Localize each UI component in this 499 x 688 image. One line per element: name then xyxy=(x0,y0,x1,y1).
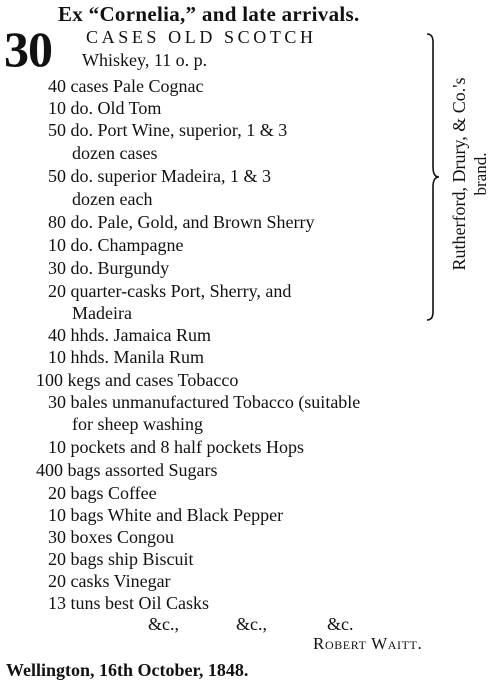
item-line: 40 hhds. Jamaica Rum xyxy=(48,325,211,345)
brand-line-1: Rutherford, Drury, & Co.'s xyxy=(449,77,469,271)
item-line: 50 do. superior Madeira, 1 & 3 xyxy=(48,166,271,186)
etc-3: &c. xyxy=(327,614,354,634)
lead-line-2: Whiskey, 11 o. p. xyxy=(82,50,208,70)
item-line: 10 pockets and 8 half pockets Hops xyxy=(48,437,304,457)
lead-quantity: 30 xyxy=(4,21,52,77)
brand-line-2: brand. xyxy=(471,152,490,196)
item-line: 30 boxes Congou xyxy=(48,527,174,547)
etc-2: &c., xyxy=(236,614,267,634)
item-line: 20 bags Coffee xyxy=(48,483,157,503)
item-line: 30 bales unmanufactured Tobacco (suitable xyxy=(48,392,361,412)
item-line: for sheep washing xyxy=(72,414,203,434)
item-line: 20 quarter-casks Port, Sherry, and xyxy=(48,281,292,301)
etc-1: &c., xyxy=(148,614,179,634)
item-line: 40 cases Pale Cognac xyxy=(48,76,204,96)
item-line: 80 do. Pale, Gold, and Brown Sherry xyxy=(48,212,315,232)
item-line: 400 bags assorted Sugars xyxy=(36,460,218,480)
brand-label xyxy=(448,24,496,324)
dateline: Wellington, 16th October, 1848. xyxy=(6,660,249,680)
item-line: 20 casks Vinegar xyxy=(48,571,171,591)
item-line: 10 hhds. Manila Rum xyxy=(48,347,204,367)
item-line: 10 do. Champagne xyxy=(48,235,184,255)
item-line: 10 bags White and Black Pepper xyxy=(48,505,284,525)
item-line: 10 do. Old Tom xyxy=(48,98,162,118)
item-line: Madeira xyxy=(72,303,132,323)
item-line: 30 do. Burgundy xyxy=(48,258,170,278)
item-line: 13 tuns best Oil Casks xyxy=(48,593,210,613)
lead-line-1: CASES OLD SCOTCH xyxy=(86,27,317,47)
item-line: 50 do. Port Wine, superior, 1 & 3 xyxy=(48,120,288,140)
headline: Ex “Cornelia,” and late arrivals. xyxy=(58,2,360,26)
brace-bracket xyxy=(425,32,441,322)
item-line: 20 bags ship Biscuit xyxy=(48,549,194,569)
item-line: dozen each xyxy=(72,189,153,209)
item-line: dozen cases xyxy=(72,143,158,163)
signature: Robert Waitt. xyxy=(313,634,423,653)
item-line: 100 kegs and cases Tobacco xyxy=(36,370,239,390)
